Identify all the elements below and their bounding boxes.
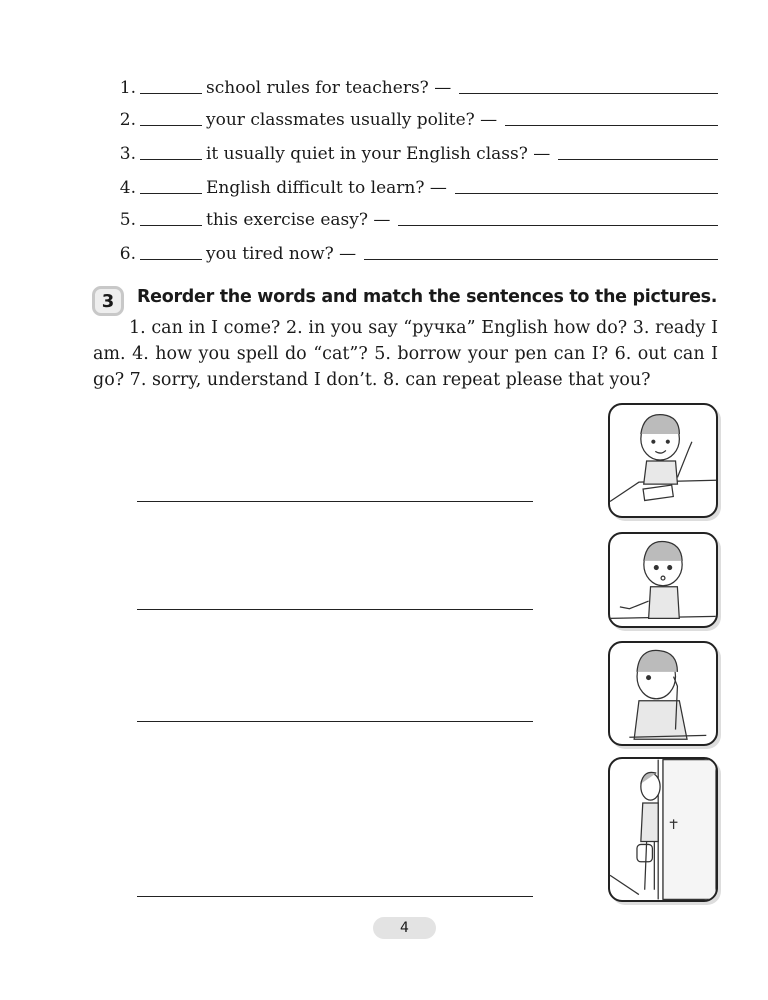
question-number: 1. (119, 78, 136, 98)
answer-line-4[interactable] (137, 896, 533, 897)
question-number: 4. (119, 178, 136, 198)
answer-field[interactable] (558, 158, 718, 160)
question-number: 5. (119, 210, 136, 230)
question-text: your classmates usually polite? — (206, 110, 498, 130)
answer-field[interactable] (459, 92, 718, 94)
question-text: you tired now? — (206, 244, 357, 264)
question-text: this exercise easy? — (206, 210, 391, 230)
question-text: it usually quiet in your English class? — (206, 144, 551, 164)
picture-boy-raising-hand (608, 403, 718, 518)
answer-field[interactable] (455, 192, 718, 194)
question-4 (100, 172, 718, 198)
blank-field[interactable] (140, 258, 202, 260)
answer-field[interactable] (505, 124, 718, 126)
picture-boy-at-door (608, 757, 718, 902)
blank-field[interactable] (140, 192, 202, 194)
answer-line-1[interactable] (137, 501, 533, 502)
question-text: school rules for teachers? — (206, 78, 452, 98)
question-5 (100, 204, 718, 230)
blank-field[interactable] (140, 124, 202, 126)
exercise-number-badge: 3 (92, 286, 124, 316)
question-number: 2. (119, 110, 136, 130)
blank-field[interactable] (140, 92, 202, 94)
question-2 (100, 104, 718, 130)
answer-field[interactable] (398, 224, 718, 226)
picture-boy-listening (608, 641, 718, 746)
question-1 (100, 72, 718, 98)
scrambled-sentences: 1. can in I come? 2. in you say “ручка” English how do? 3. ready I am. 4. how you spell do “cat”? 5. borrow your pen can I? 6. out can I go? 7. sorry, understand I don’t. 8. can repeat please that you? (93, 318, 718, 390)
page-number: 4 (373, 917, 436, 939)
question-number: 6. (119, 244, 136, 264)
blank-field[interactable] (140, 224, 202, 226)
question-text: English difficult to learn? — (206, 178, 447, 198)
exercise-instruction: Reorder the words and match the sentences to the pictures. (137, 287, 718, 307)
picture-boy-confused (608, 532, 718, 628)
question-6 (100, 238, 718, 264)
answer-line-3[interactable] (137, 721, 533, 722)
question-number: 3. (119, 144, 136, 164)
question-3 (100, 138, 718, 164)
blank-field[interactable] (140, 158, 202, 160)
answer-line-2[interactable] (137, 609, 533, 610)
answer-field[interactable] (364, 258, 718, 260)
